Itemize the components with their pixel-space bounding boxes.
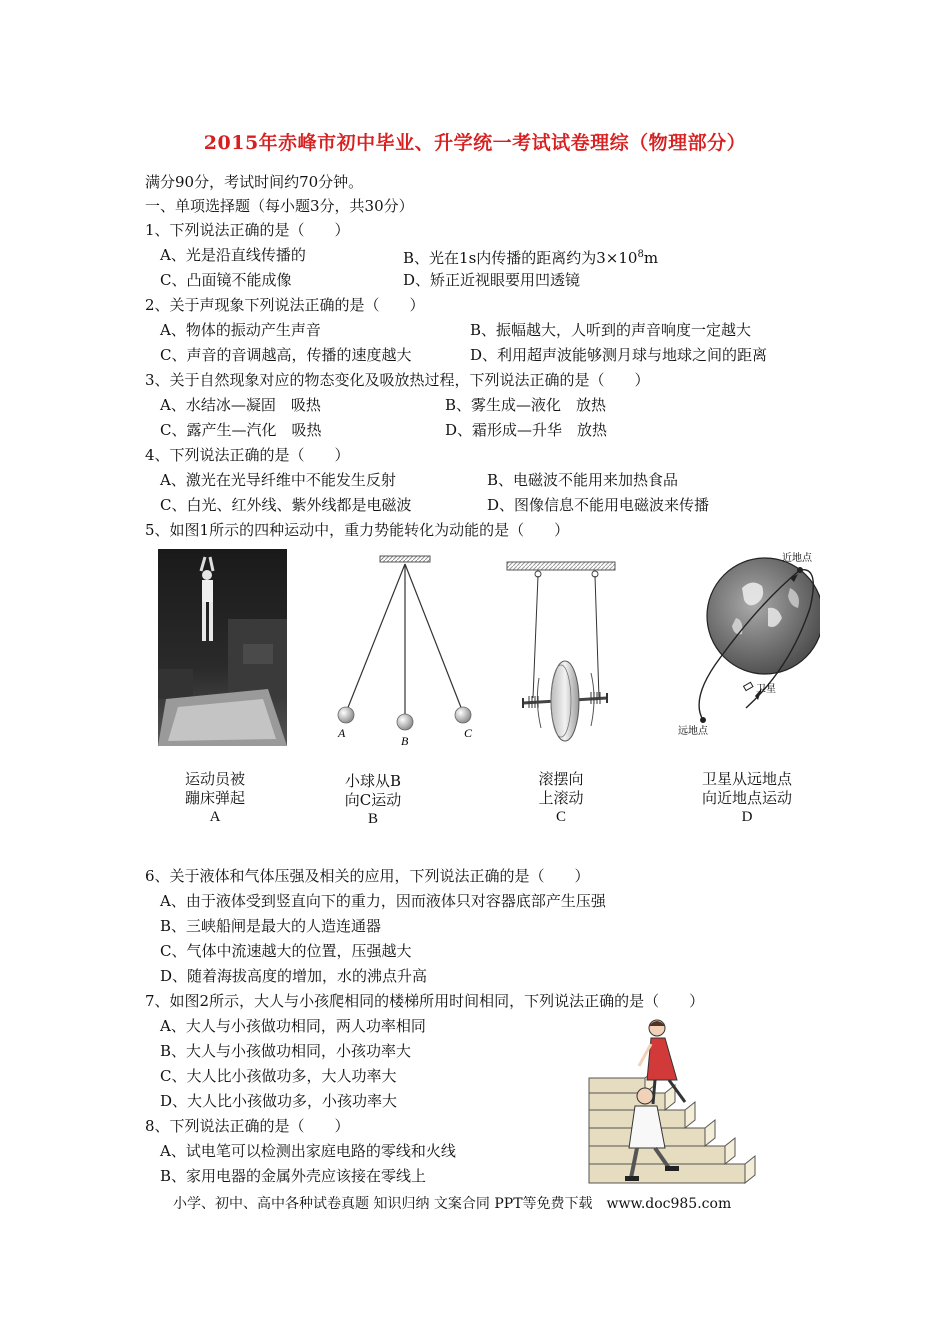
q2-option-a: A、物体的振动产生声音 xyxy=(160,321,321,339)
q6-option-d: D、随着海拔高度的增加，水的沸点升高 xyxy=(160,967,428,985)
maxwell-wheel-diagram xyxy=(505,558,617,748)
q2-option-d: D、利用超声波能够测月球与地球之间的距离 xyxy=(470,346,768,364)
q1-option-d: D、矫正近视眼要用凹透镜 xyxy=(403,271,581,289)
q6-option-a: A、由于液体受到竖直向下的重力，因而液体只对容器底部产生压强 xyxy=(160,892,606,910)
q3-option-b: B、雾生成—液化 放热 xyxy=(445,396,607,414)
q7-option-d: D、大人比小孩做功多，小孩功率大 xyxy=(160,1092,398,1110)
pendulum-label-a: A xyxy=(338,726,346,740)
figure-b-caption: 小球从B 向C运动 B xyxy=(344,772,402,827)
q4-stem: 4、下列说法正确的是（ ） xyxy=(145,446,350,464)
q6-option-c: C、气体中流速越大的位置，压强越大 xyxy=(160,942,412,960)
q1-stem: 1、下列说法正确的是（ ） xyxy=(145,221,350,239)
pendulum-label-b: B xyxy=(401,734,409,748)
q2-option-b: B、振幅越大，人听到的声音响度一定越大 xyxy=(470,321,752,339)
figure-a-caption: 运动员被 蹦床弹起 A xyxy=(184,770,245,825)
q8-option-a: A、试电笔可以检测出家庭电路的零线和火线 xyxy=(160,1142,456,1160)
q6-stem: 6、关于液体和气体压强及相关的应用，下列说法正确的是（ ） xyxy=(145,867,590,885)
q4-option-b: B、电磁波不能用来加热食品 xyxy=(487,471,679,489)
q3-option-c: C、露产生—汽化 吸热 xyxy=(160,421,322,439)
q1-option-a: A、光是沿直线传播的 xyxy=(160,246,306,264)
trampoline-photo xyxy=(158,549,287,746)
figure-d-caption: 卫星从远地点 向近地点运动 D xyxy=(701,770,792,825)
q5-stem: 5、如图1所示的四种运动中，重力势能转化为动能的是（ ） xyxy=(145,521,570,539)
q3-option-a: A、水结冰—凝固 吸热 xyxy=(160,396,321,414)
q8-option-b: B、家用电器的金属外壳应该接在零线上 xyxy=(160,1167,427,1185)
figure-c-caption: 滚摆向 上滚动 C xyxy=(538,770,584,825)
footer-text: 小学、初中、高中各种试卷真题 知识归纳 文案合同 PPT等免费下载 www.doc985.com xyxy=(173,1196,732,1212)
satellite-orbit-diagram xyxy=(670,548,820,738)
q4-option-a: A、激光在光导纤维中不能发生反射 xyxy=(160,471,396,489)
section-heading: 一、单项选择题（每小题3分，共30分） xyxy=(145,197,414,215)
q7-option-c: C、大人比小孩做功多，大人功率大 xyxy=(160,1067,397,1085)
far-point-label: 远地点 xyxy=(678,726,708,737)
pendulum-label-c: C xyxy=(464,726,473,740)
q8-stem: 8、下列说法正确的是（ ） xyxy=(145,1117,350,1135)
satellite-label: 卫星 xyxy=(756,684,776,695)
stairs-illustration xyxy=(585,1018,765,1188)
q7-option-b: B、大人与小孩做功相同，小孩功率大 xyxy=(160,1042,412,1060)
q2-option-c: C、声音的音调越高，传播的速度越大 xyxy=(160,346,412,364)
q4-option-c: C、白光、红外线、紫外线都是电磁波 xyxy=(160,496,412,514)
pendulum-diagram xyxy=(325,552,485,752)
q3-option-d: D、霜形成—升华 放热 xyxy=(445,421,608,439)
q6-option-b: B、三峡船闸是最大的人造连通器 xyxy=(160,917,382,935)
page-title: 2015年赤峰市初中毕业、升学统一考试试卷理综（物理部分） xyxy=(203,132,747,154)
q7-option-a: A、大人与小孩做功相同，两人功率相同 xyxy=(160,1017,426,1035)
q4-option-d: D、图像信息不能用电磁波来传播 xyxy=(487,496,710,514)
q7-stem: 7、如图2所示，大人与小孩爬相同的楼梯所用时间相同，下列说法正确的是（ ） xyxy=(145,992,705,1010)
q2-stem: 2、关于声现象下列说法正确的是（ ） xyxy=(145,296,425,314)
q1-option-b: B、光在1s内传播的距离约为$3\times 10^8m$ xyxy=(403,249,659,267)
q1-option-c: C、凸面镜不能成像 xyxy=(160,271,292,289)
exam-info: 满分90分，考试时间约70分钟。 xyxy=(145,173,364,191)
near-point-label: 近地点 xyxy=(782,553,812,564)
q3-stem: 3、关于自然现象对应的物态变化及吸放热过程，下列说法正确的是（ ） xyxy=(145,371,650,389)
